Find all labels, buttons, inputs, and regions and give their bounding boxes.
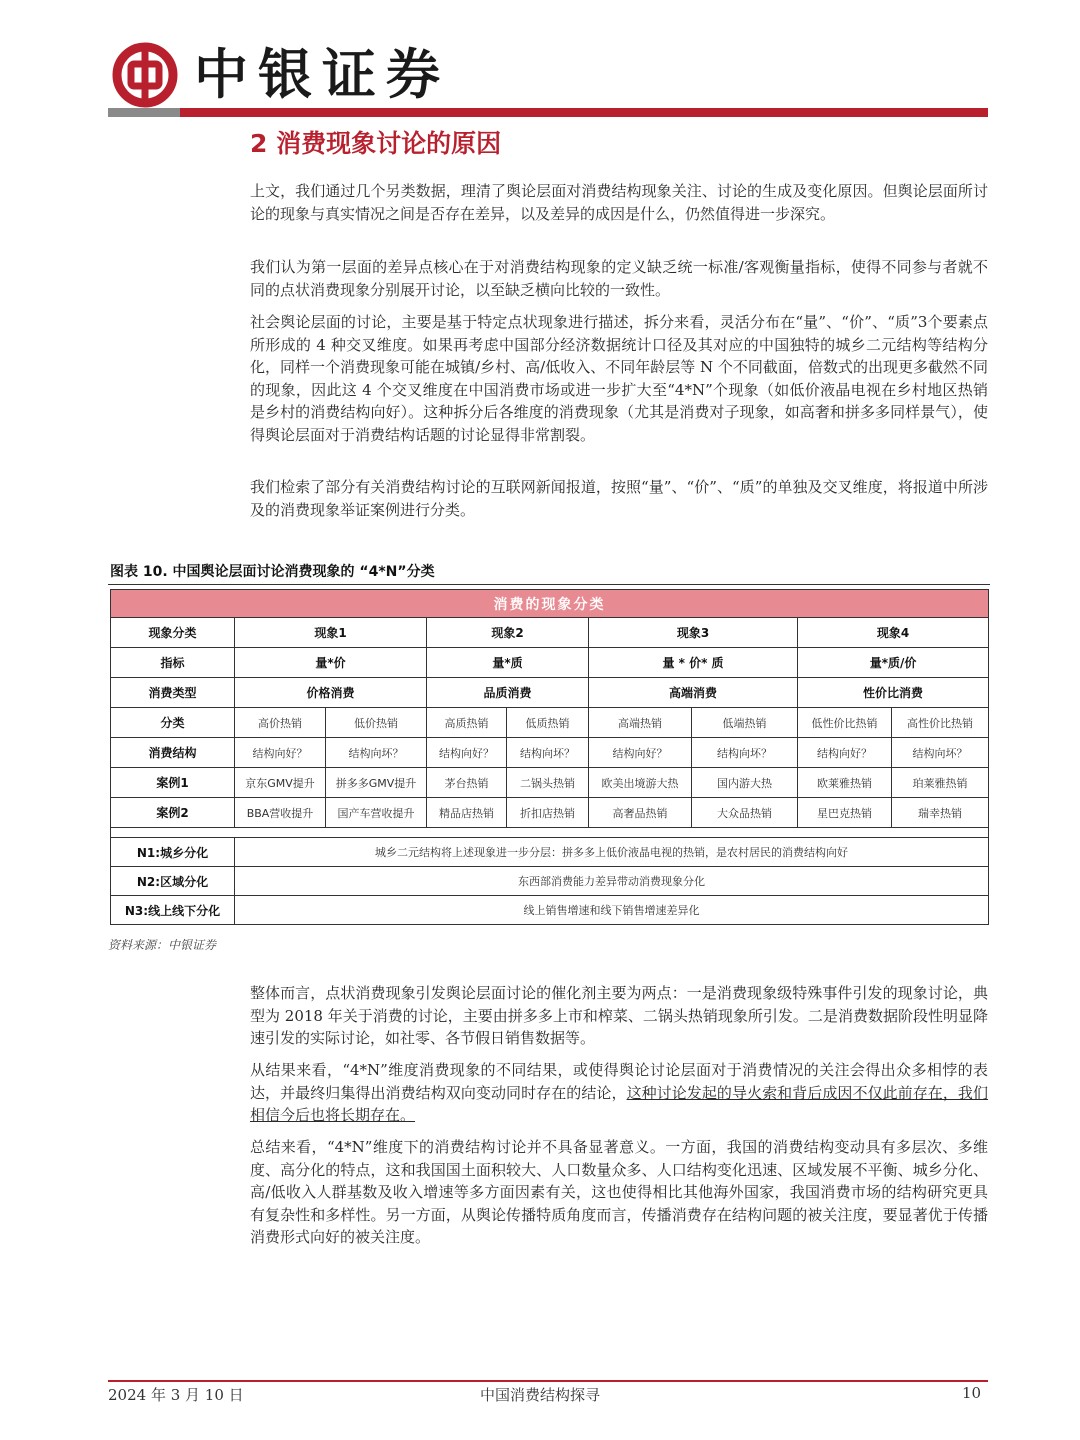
table-cell: 结构向坏？: [326, 738, 427, 768]
table-cell: 国产车营收提升: [326, 798, 427, 828]
table-cell: 高质热销: [427, 708, 507, 738]
row-label: 现象分类: [111, 618, 235, 648]
table-cell: 茅台热销: [427, 768, 507, 798]
table-cell: 大众品热销: [692, 798, 798, 828]
table-cell: 结构向好？: [798, 738, 892, 768]
table-cell: 高性价比热销: [892, 708, 989, 738]
table-cell: 结构向坏？: [692, 738, 798, 768]
table-row: [111, 708, 989, 738]
paragraph-7: 总结来看，“4*N”维度下的消费结构讨论并不具备显著意义。一方面，我国的消费结构变动具有多层次、多维度、高分化的特点，这和我国国土面积较大、人口数量众多、人口结构变化迅速、区域发展不平衡、城乡分化、高/低收入人群基数及收入增速等多方面因素有关，这也使得相比其他海外国家，我国消费市场的结构研究更具有复杂性和多样性。另一方面，从舆论传播特质角度而言，传播消费存在结构问题的被关注度，要显著优于传播消费形式向好的被关注度。: [250, 1138, 988, 1246]
table-cell: 低性价比热销: [798, 708, 892, 738]
table-cell: 高端消费: [589, 678, 798, 708]
table-cell: 京东GMV提升: [235, 768, 326, 798]
figure-title: 图表 10. 中国舆论层面讨论消费现象的 “4*N”分类: [110, 564, 435, 580]
table-cell: 折扣店热销: [507, 798, 589, 828]
table-row: [111, 867, 989, 896]
paragraph-1: 上文，我们通过几个另类数据，理清了舆论层面对消费结构现象关注、讨论的生成及变化原因。但舆论层面所讨论的现象与真实情况之间是否存在差异，以及差异的成因是什么，仍然值得进一步深究。: [250, 182, 988, 223]
table-cell: 现象4: [798, 618, 989, 648]
table-row: [111, 678, 989, 708]
table-cell: 结构向坏？: [892, 738, 989, 768]
table-cell: 拼多多GMV提升: [326, 768, 427, 798]
table-cell: 低价热销: [326, 708, 427, 738]
table-row: [111, 798, 989, 828]
page-header: [108, 36, 988, 120]
page-number: 10: [962, 1384, 982, 1402]
table-row: [111, 896, 989, 925]
table-cell: 低质热销: [507, 708, 589, 738]
table-cell: 结构向好？: [589, 738, 692, 768]
table-cell: 量 * 价* 质: [589, 648, 798, 678]
table-cell: 欧美出境游大热: [589, 768, 692, 798]
table-spacer-cell: [111, 828, 989, 838]
table-cell: 欧莱雅热销: [798, 768, 892, 798]
table-cell: 线上销售增速和线下销售增速差异化: [235, 896, 989, 925]
table-cell: 城乡二元结构将上述现象进一步分层：拼多多上低价液晶电视的热销，是农村居民的消费结构向好: [235, 838, 989, 867]
table-cell: 精品店热销: [427, 798, 507, 828]
table-cell: 价格消费: [235, 678, 427, 708]
paragraph-5: 整体而言，点状消费现象引发舆论层面讨论的催化剂主要为两点：一是消费现象级特殊事件引发的现象讨论，典型为 2018 年关于消费的讨论，主要由拼多多上市和榨菜、二锅头热销现象所引发。二是消费数据阶段性明显降速引发的实际讨论，如社零、各节假日销售数据等。: [250, 984, 988, 1047]
table-row: [111, 838, 989, 867]
table-cell: 量*质/价: [798, 648, 989, 678]
table-cell: 性价比消费: [798, 678, 989, 708]
table-cell: BBA营收提升: [235, 798, 326, 828]
classification-table: [110, 589, 989, 925]
row-label: 案例2: [111, 798, 235, 828]
table-cell: 低端热销: [692, 708, 798, 738]
table-cell: 量*质: [427, 648, 589, 678]
figure-source: 资料来源：中银证券: [108, 938, 217, 952]
table-cell: 高端热销: [589, 708, 692, 738]
table-cell: 结构向坏？: [507, 738, 589, 768]
row-label: 分类: [111, 708, 235, 738]
paragraph-6-underlined-text: 这种讨论发起的导火索和背后成因不仅此前存在，我们相信今后也将长期存在。: [250, 1083, 988, 1124]
section-title: 2 消费现象讨论的原因: [250, 129, 502, 158]
footer-date: 2024 年 3 月 10 日: [108, 1386, 244, 1404]
table-cell: 二锅头热销: [507, 768, 589, 798]
table-cell: 现象2: [427, 618, 589, 648]
row-label: 案例1: [111, 768, 235, 798]
row-label: N2:区域分化: [111, 867, 235, 896]
table-row: [111, 768, 989, 798]
table-header-row: [111, 590, 989, 618]
row-label: 指标: [111, 648, 235, 678]
table-cell: 高价热销: [235, 708, 326, 738]
table-row: [111, 618, 989, 648]
header-bar-gray: [108, 108, 180, 117]
paragraph-2: 我们认为第一层面的差异点核心在于对消费结构现象的定义缺乏统一标准/客观衡量指标，使得不同参与者就不同的点状消费现象分别展开讨论，以至缺乏横向比较的一致性。: [250, 258, 988, 299]
table-row: [111, 648, 989, 678]
table-cell: 珀莱雅热销: [892, 768, 989, 798]
table-cell: 量*价: [235, 648, 427, 678]
table-cell: 星巴克热销: [798, 798, 892, 828]
table-cell: 东西部消费能力差异带动消费现象分化: [235, 867, 989, 896]
footer-rule: [108, 1380, 988, 1382]
table-spacer-row: [111, 828, 989, 838]
paragraph-6: [250, 1059, 988, 1127]
figure-title-rule: [108, 584, 990, 585]
table-cell: 结构向好？: [235, 738, 326, 768]
table-cell: 结构向好？: [427, 738, 507, 768]
brand-name: 中银证券: [194, 43, 450, 106]
table-cell: 国内游大热: [692, 768, 798, 798]
table-header: 消费的现象分类: [111, 590, 989, 618]
row-label: N3:线上线下分化: [111, 896, 235, 925]
table-cell: 高奢品热销: [589, 798, 692, 828]
table-cell: 现象3: [589, 618, 798, 648]
paragraph-6-text: 从结果来看，“4*N”维度消费现象的不同结果，或使得舆论讨论层面对于消费情况的关注会得出众多相悖的表达，并最终归集得出消费结构双向变动同时存在的结论，: [250, 1061, 988, 1102]
table-cell: 瑞幸热销: [892, 798, 989, 828]
row-label: 消费类型: [111, 678, 235, 708]
table-cell: 现象1: [235, 618, 427, 648]
table-cell: 品质消费: [427, 678, 589, 708]
paragraph-4: 我们检索了部分有关消费结构讨论的互联网新闻报道，按照“量”、“价”、“质”的单独及交叉维度，将报道中所涉及的消费现象举证案例进行分类。: [250, 478, 988, 519]
footer-title: 中国消费结构探寻: [480, 1386, 601, 1404]
header-bar-red: [180, 108, 988, 117]
paragraph-3: 社会舆论层面的讨论，主要是基于特定点状现象进行描述，拆分来看，灵活分布在“量”、“价”、“质”3个要素点所形成的 4 种交叉维度。如果再考虑中国部分经济数据统计口径及其对应的中国独特的城乡二元结构等结构分化，同样一个消费现象可能在城镇/乡村、高/低收入、不同年龄层等 N 个不同截面，倍数式的出现更多截然不同的现象，因此这 4 个交叉维度在中国消费市场或进一步扩大至“4*N”个现象（如低价液晶电视在乡村地区热销是乡村的消费结构向好）。这种拆分后各维度的消费现象（尤其是消费对子现象，如高奢和拼多多同样景气），使得舆论层面对于消费结构话题的讨论显得非常割裂。: [250, 313, 988, 444]
bank-of-china-logo-icon: [112, 42, 178, 108]
table-row: [111, 738, 989, 768]
row-label: 消费结构: [111, 738, 235, 768]
row-label: N1:城乡分化: [111, 838, 235, 867]
